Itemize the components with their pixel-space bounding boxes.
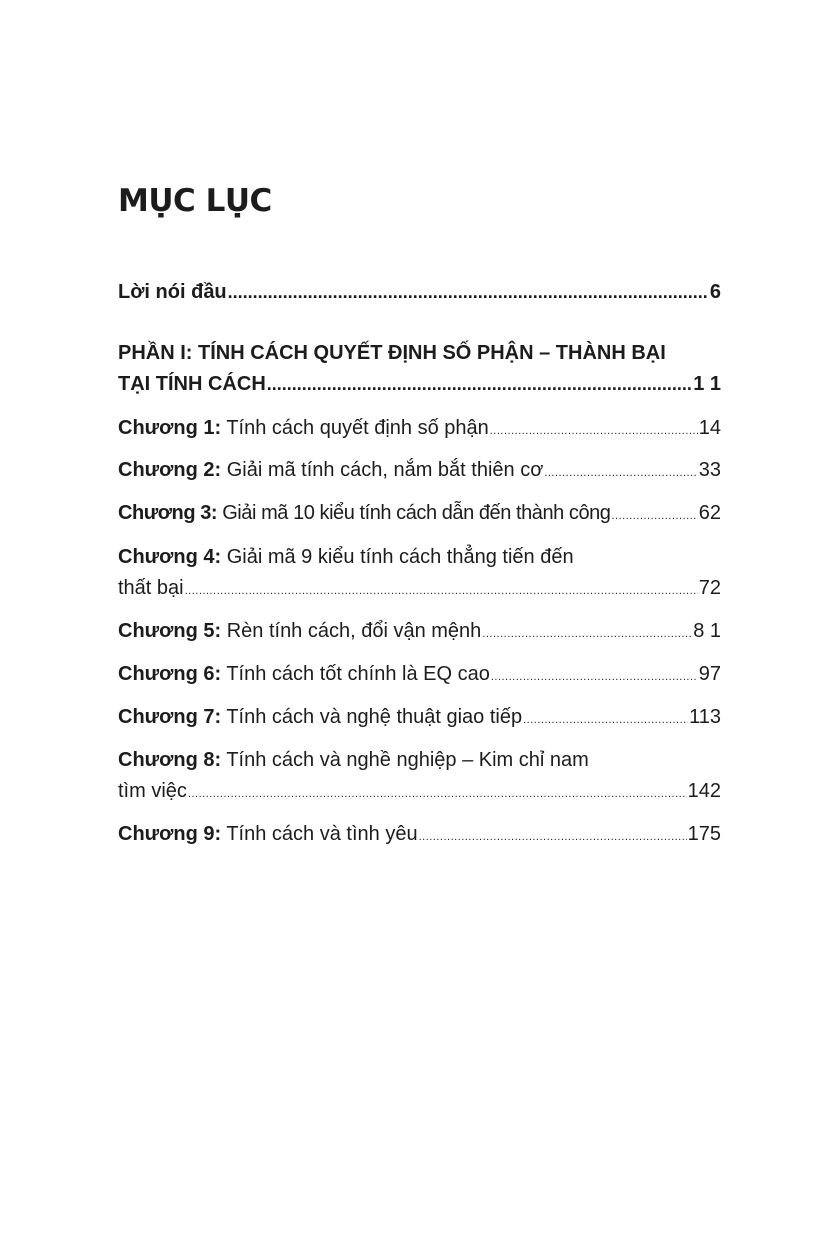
dot-leader xyxy=(482,628,692,640)
chapter-label: Chương 6: xyxy=(118,663,222,685)
toc-entry-chapter-8-title xyxy=(118,749,589,772)
toc-entry-title xyxy=(118,502,610,525)
dot-leader xyxy=(490,425,698,437)
chapter-label: Chương 9: xyxy=(118,823,222,845)
toc-page-number: 14 xyxy=(698,417,721,439)
toc-entry-chapter-5 xyxy=(118,620,721,652)
toc-part-heading: PHẦN I: TÍNH CÁCH QUYẾT ĐỊNH SỐ PHẬN – THÀNH BẠI xyxy=(118,342,666,364)
toc-entry-chapter-4-title xyxy=(118,546,574,569)
toc-entry-chapter-9 xyxy=(118,823,721,855)
dot-leader xyxy=(491,671,698,683)
toc-page-number: 72 xyxy=(698,577,721,599)
toc-entry-label: TẠI TÍNH CÁCH xyxy=(118,373,266,395)
chapter-label: Chương 4: xyxy=(118,546,222,568)
toc-entry-chapter-3 xyxy=(118,502,721,534)
toc-entry-chapter-7 xyxy=(118,706,721,738)
toc-entry-preface xyxy=(118,281,721,313)
chapter-label: Chương 8: xyxy=(118,749,222,771)
toc-page-number: 8 1 xyxy=(693,620,721,642)
dot-leader xyxy=(267,374,692,395)
toc-entry-title xyxy=(118,620,481,643)
dot-leader xyxy=(544,467,697,479)
chapter-label: Chương 5: xyxy=(118,620,222,642)
toc-page-number: 33 xyxy=(698,459,721,481)
dot-leader xyxy=(419,831,687,843)
chapter-title: Giải mã tính cách, nắm bắt thiên cơ xyxy=(226,459,544,481)
toc-entry-title xyxy=(118,459,543,482)
toc-entry-title xyxy=(118,663,490,686)
chapter-label: Chương 1: xyxy=(118,417,222,439)
toc-page-number: 113 xyxy=(689,706,721,728)
toc-entry-part-1 xyxy=(118,373,721,405)
dot-leader xyxy=(228,282,709,303)
toc-page-number: 175 xyxy=(687,823,721,845)
toc-entry-label: Lời nói đầu xyxy=(118,281,227,303)
chapter-label: Chương 2: xyxy=(118,459,222,481)
toc-page-number: 142 xyxy=(687,780,721,802)
chapter-title: Tính cách và tình yêu xyxy=(226,823,418,845)
dot-leader xyxy=(611,510,697,522)
dot-leader xyxy=(188,788,687,800)
chapter-title: Tính cách tốt chính là EQ cao xyxy=(226,663,490,685)
toc-entry-chapter-6 xyxy=(118,663,721,695)
chapter-title: Giải mã 10 kiểu tính cách dẫn đến thành công xyxy=(222,502,611,524)
toc-entry-chapter-4 xyxy=(118,577,721,609)
chapter-title-continued: tìm việc xyxy=(118,780,187,802)
chapter-title: Tính cách và nghệ thuật giao tiếp xyxy=(226,706,523,728)
chapter-title: Giải mã 9 kiểu tính cách thẳng tiến đến xyxy=(226,546,574,568)
toc-page-number: 97 xyxy=(698,663,721,685)
chapter-label: Chương 3: xyxy=(118,502,218,524)
toc-entry-title xyxy=(118,417,489,440)
toc-entry-title xyxy=(118,823,418,846)
toc-page-number: 1 1 xyxy=(693,373,721,395)
toc-entry-title xyxy=(118,706,522,729)
toc-entry-chapter-2 xyxy=(118,459,721,491)
toc-entry-chapter-8 xyxy=(118,780,721,812)
toc-page-number: 62 xyxy=(698,502,721,524)
toc-page-number: 6 xyxy=(709,281,721,303)
dot-leader xyxy=(523,714,688,726)
chapter-title: Tính cách và nghề nghiệp – Kim chỉ nam xyxy=(226,749,589,771)
chapter-title-continued: thất bại xyxy=(118,577,184,599)
page-title: MỤC LỤC xyxy=(118,183,272,219)
chapter-label: Chương 7: xyxy=(118,706,222,728)
chapter-title: Tính cách quyết định số phận xyxy=(226,417,489,439)
chapter-title: Rèn tính cách, đổi vận mệnh xyxy=(226,620,482,642)
toc-entry-chapter-1 xyxy=(118,417,721,449)
dot-leader xyxy=(185,585,698,597)
